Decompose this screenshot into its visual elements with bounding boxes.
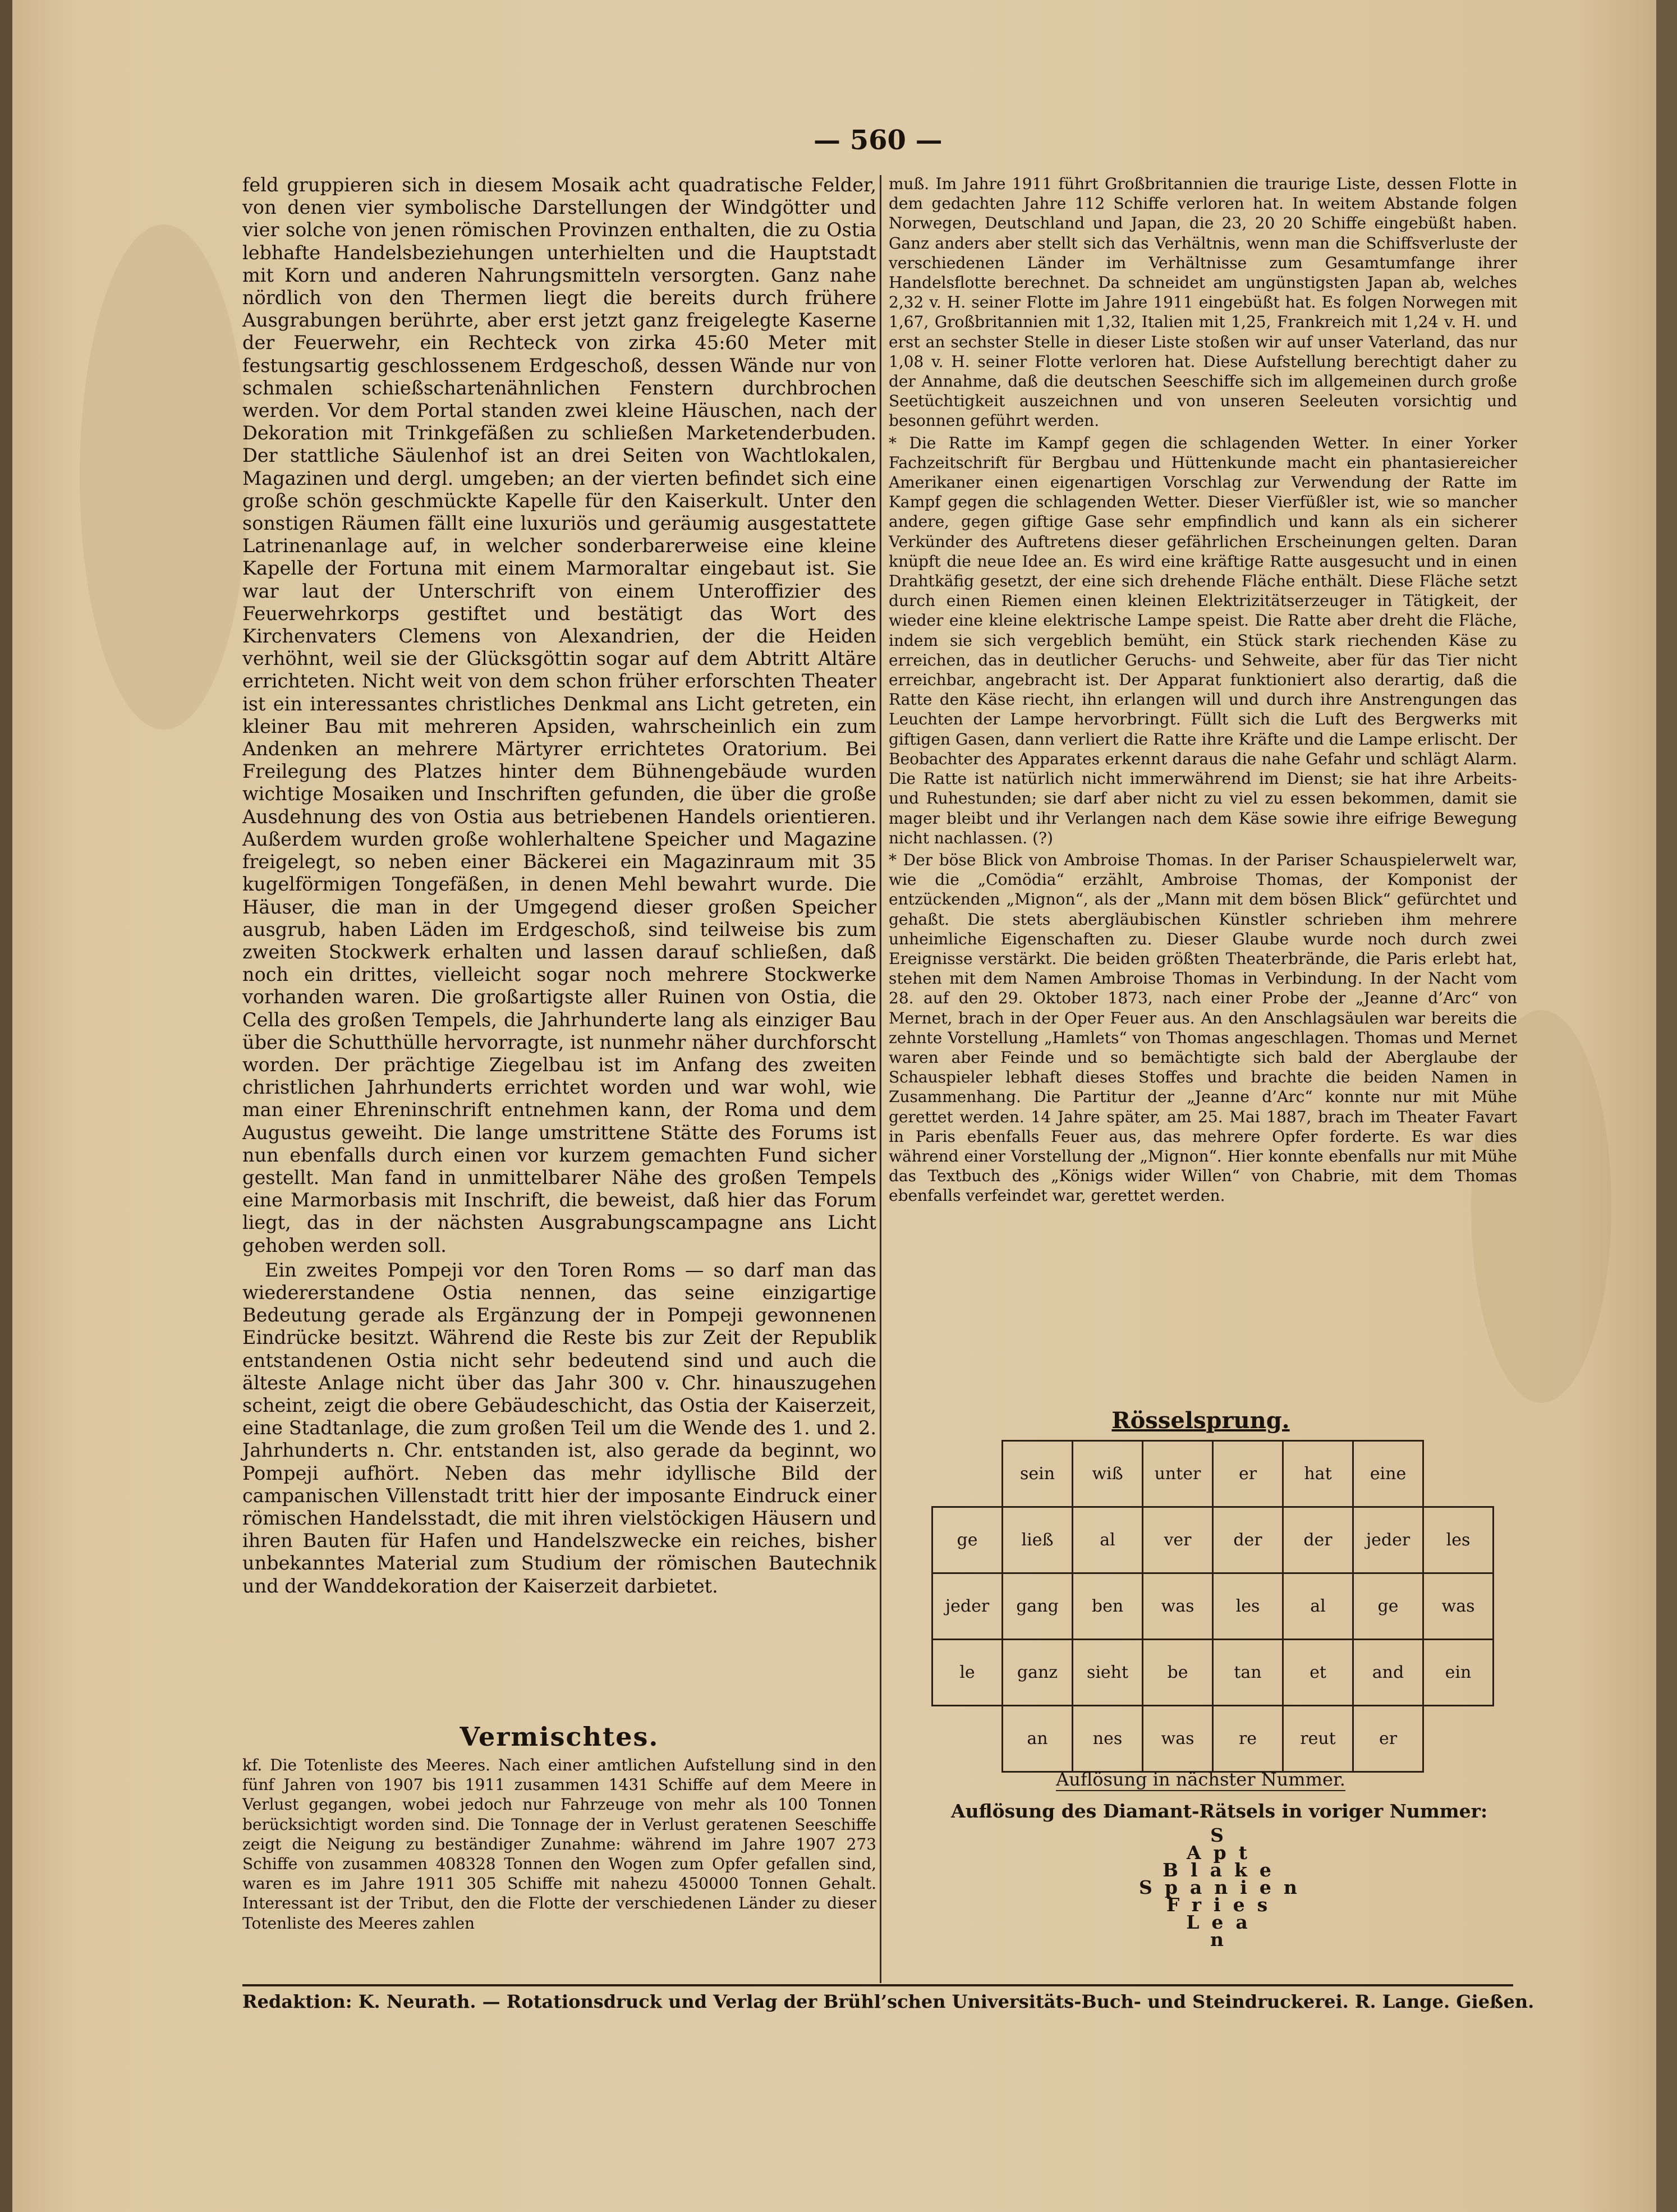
puzzle-caption — [1038, 1769, 1363, 1790]
diamond-line: Apt — [1187, 1842, 1260, 1864]
grid-cell: re — [1213, 1706, 1283, 1772]
grid-cell — [932, 1706, 1003, 1772]
grid-cell: al — [1073, 1507, 1143, 1573]
grid-cell: ben — [1073, 1573, 1143, 1640]
grid-cell: er — [1353, 1706, 1423, 1772]
diamond-line: Lea — [1186, 1911, 1260, 1933]
grid-cell: was — [1423, 1573, 1494, 1640]
grid-cell: et — [1283, 1640, 1353, 1706]
grid-row — [932, 1706, 1494, 1772]
column-divider — [880, 175, 881, 1983]
grid-cell: al — [1283, 1573, 1353, 1640]
grid-cell: unter — [1143, 1441, 1213, 1507]
book-spine-left — [0, 0, 12, 2212]
grid-cell: and — [1353, 1640, 1423, 1706]
solution-title: Auflösung des Diamant-Rätsels in voriger Nummer: — [951, 1800, 1488, 1822]
grid-cell: an — [1003, 1706, 1073, 1772]
diamond-line: Spanien — [1139, 1876, 1310, 1898]
grid-row — [932, 1573, 1494, 1640]
footer-rule — [242, 1984, 1513, 1986]
grid-cell — [1423, 1706, 1494, 1772]
imprint-footer: Redaktion: K. Neurath. — Rotationsdruck und Verlag der Brühl’schen Universitäts-Buch- und Steindruckerei. R. Lange. Gießen. — [242, 1991, 1534, 2012]
right-column — [889, 174, 1517, 1208]
grid-cell: sein — [1003, 1441, 1073, 1507]
grid-row — [932, 1507, 1494, 1573]
grid-cell: der — [1213, 1507, 1283, 1573]
grid-cell: was — [1143, 1573, 1213, 1640]
article-paragraph: * Die Ratte im Kampf gegen die schlagenden Wetter. In einer Yorker Fachzeitschrift für Bergbau und Hüttenkunde macht ein phantasiereicher Amerikaner einen eigenartigen Vorschlag zur Verwendung der Ratte im Kampf gegen die schlagenden Wetter. Dieser Vierfüßler ist, wie so mancher andere, gegen giftige Gase sehr empfindlich und kann als ein sicherer Verkünder des Auftretens dieser gefährlichen Erscheinungen gelten. Daran knüpft die neue Idee an. Es wird eine kräftige Ratte ausgesucht und in einen Drahtkäfig gesetzt, der eine sich drehende Fläche enthält. Diese Fläche setzt durch einen Riemen einen kleinen Elektrizitätserzeuger in Tätigkeit, der wieder eine kleine elektrische Lampe speist. Die Ratte aber dreht die Fläche, indem sie sich vergeblich bemüht, ein Stück stark riechenden Käse zu erreichen, das in deutlicher Geruchs- und Sehweite, aber für das Tier nicht erreichbar, angebracht ist. Der Apparat funktioniert also derartig, daß die Ratte den Käse riecht, ihn erlangen will und durch ihre Anstrengungen das Leuchten der Lampe hervorbringt. Füllt sich die Luft des Bergwerks mit giftigen Gasen, dann verliert die Ratte ihre Kräfte und die Lampe erlischt. Der Beobachter des Apparates erkennt daraus die nahe Gefahr und schlägt Alarm. Die Ratte ist natürlich nicht immerwährend im Dienst; sie hat ihre Arbeits- und Ruhestunden; sie darf aber nicht zu viel zu essen bekommen, damit sie mager bleibt und ihr Verlangen nach dem Käse sowie ihre eifrige Bewegung nicht nachlassen. (?) — [889, 433, 1517, 847]
puzzle-title: Rösselsprung. — [1111, 1407, 1290, 1434]
left-column — [242, 174, 876, 1600]
page-number: — 560 — — [814, 125, 943, 156]
grid-cell: be — [1143, 1640, 1213, 1706]
grid-cell: ganz — [1003, 1640, 1073, 1706]
puzzle-caption-text: Auflösung in nächster Nummer. — [1056, 1769, 1345, 1790]
knight-move-grid — [931, 1440, 1494, 1773]
diamond-solution — [1139, 1824, 1310, 1951]
article-paragraph: muß. Im Jahre 1911 führt Großbritannien die traurige Liste, dessen Flotte in dem gedachten Jahre 112 Schiffe verloren hat. In weitem Abstande folgen Norwegen, Deutschland und Japan, die 23, 20 20 Schiffe eingebüßt haben. Ganz anders aber stellt sich das Verhältnis, wenn man die Schiffsverluste der verschiedenen Länder im Verhältnisse zum Gesamtumfange ihrer Handelsflotte berechnet. Da schneidet am ungünstigsten Japan ab, welches 2,32 v. H. seiner Flotte im Jahre 1911 eingebüßt hat. Es folgen Norwegen mit 1,67, Großbritannien mit 1,32, Italien mit 1,25, Frankreich mit 1,24 v. H. und erst an sechster Stelle in dieser Liste stoßen wir auf unser Vaterland, das nur 1,08 v. H. seiner Flotte verloren hat. Diese Aufstellung berechtigt daher zu der Annahme, daß die deutschen Seeschiffe sich im allgemeinen durch große Seetüchtigkeit auszeichnen und von unseren Seeleuten vorsichtig und besonnen geführt werden. — [889, 175, 1517, 430]
grid-cell: gang — [1003, 1573, 1073, 1640]
grid-cell: sieht — [1073, 1640, 1143, 1706]
article-paragraph: kf. Die Totenliste des Meeres. Nach einer amtlichen Aufstellung sind in den fünf Jahren von 1907 bis 1911 zusammen 1431 Schiffe auf dem Meere in Verlust gegangen, wobei jedoch nur Fahrzeuge von mehr als 100 Tonnen berücksichtigt worden sind. Die Tonnage der in Verlust geratenen Seeschiffe zeigt die Neigung zu beständiger Zunahme: während im Jahre 1907 273 Schiffe von zusammen 408328 Tonnen den Wogen zum Opfer gefallen sind, waren es im Jahre 1911 305 Schiffe mit nahezu 450000 Tonnen Gehalt. Interessant ist der Tribut, den die Flotte der verschiedenen Länder zu dieser Totenliste des Meeres zahlen — [242, 1756, 876, 1933]
grid-row — [932, 1441, 1494, 1507]
diamond-line: Fries — [1166, 1894, 1280, 1916]
grid-cell: tan — [1213, 1640, 1283, 1706]
grid-cell: les — [1423, 1507, 1494, 1573]
grid-cell: er — [1213, 1441, 1283, 1507]
grid-cell: jeder — [1353, 1507, 1423, 1573]
grid-row — [932, 1640, 1494, 1706]
miscellany-column — [242, 1755, 876, 1935]
grid-cell: wiß — [1073, 1441, 1143, 1507]
grid-cell: eine — [1353, 1441, 1423, 1507]
grid-cell: was — [1143, 1706, 1213, 1772]
grid-cell — [932, 1441, 1003, 1507]
grid-cell: ge — [932, 1507, 1003, 1573]
grid-cell: le — [932, 1640, 1003, 1706]
grid-cell: hat — [1283, 1441, 1353, 1507]
diamond-line: n — [1210, 1929, 1236, 1951]
book-spine-right — [1656, 0, 1677, 2212]
section-title: Vermischtes. — [460, 1722, 659, 1752]
article-paragraph: Ein zweites Pompeji vor den Toren Roms — so darf man das wiedererstandene Ostia nennen, das seine einzigartige Bedeutung gerade als Ergänzung der in Pompeji gewonnenen Eindrücke besitzt. Während die Reste bis zur Zeit der Republik entstandenen Ostia nicht sehr bedeutend sind und auch die älteste Anlage nicht über das Jahr 300 v. Chr. hinauszugehen scheint, zeigt die obere Gebäudeschicht, das Ostia der Kaiserzeit, eine Stadtanlage, die zum großen Teil um die Wende des 1. und 2. Jahrhunderts n. Chr. entstanden ist, also gerade da beginnt, wo Pompeji aufhört. Neben das mehr idyllische Bild der campanischen Villenstadt tritt hier der imposante Eindruck einer römischen Handelsstadt, die mit ihren vielstöckigen Häusern und ihren Bauten für Hafen und Handelszwecke ein reiches, bisher unbekanntes Material zum Studium der römischen Bautechnik und der Wanddekoration der Kaiserzeit darbietet. — [242, 1259, 876, 1597]
diamond-line: S — [1210, 1824, 1236, 1846]
diamond-line: Blake — [1163, 1859, 1284, 1881]
grid-cell: reut — [1283, 1706, 1353, 1772]
article-paragraph: feld gruppieren sich in diesem Mosaik acht quadratische Felder, von denen vier symbolische Darstellungen der Windgötter und vier solche von jenen römischen Provinzen enthalten, die zu Ostia lebhafte Handelsbeziehungen unterhielten und die Hauptstadt mit Korn und anderen Nahrungsmitteln versorgten. Ganz nahe nördlich von den Thermen liegt die bereits durch frühere Ausgrabungen berührte, aber erst jetzt ganz freigelegte Kaserne der Feuerwehr, ein Rechteck von zirka 45:60 Meter mit festungsartig geschlossenem Erdgeschoß, dessen Wände nur von schmalen schießschartenähnlichen Fenstern durchbrochen werden. Vor dem Portal standen zwei kleine Häuschen, nach der Dekoration mit Trinkgefäßen zu schließen Marketenderbuden. Der stattliche Säulenhof ist an drei Seiten von Wachtlokalen, Magazinen und dergl. umgeben; an der vierten befindet sich eine große schön geschmückte Kapelle für den Kaiserkult. Unter den sonstigen Räumen fällt eine luxuriös und geräumig ausgestattete Latrinenanlage auf, in welcher sonderbarerweise eine kleine Kapelle der Fortuna mit einem Marmoraltar eingebaut ist. Sie war laut der Unterschrift von einem Unteroffizier des Feuerwehrkorps gestiftet und bestätigt das Wort des Kirchenvaters Clemens von Alexandrien, der die Heiden verhöhnt, weil sie der Glücksgöttin sogar auf dem Abtritt Altäre errichteten. Nicht weit von dem schon früher erforschten Theater ist ein interessantes christliches Denkmal ans Licht getreten, ein kleiner Bau mit mehreren Apsiden, wahrscheinlich ein zum Andenken an mehrere Märtyrer errichtetes Oratorium. Bei Freilegung des Platzes hinter dem Bühnengebäude wurden wichtige Mosaiken und Inschriften gefunden, die über die große Ausdehnung des von Ostia aus betriebenen Handels orientieren. Außerdem wurden große wohlerhaltene Speicher und Magazine freigelegt, so neben einer Bäckerei ein Magazinraum mit 35 kugelförmigen Tongefäßen, in denen Mehl bewahrt wurde. Die Häuser, die man in der Umgegend dieser großen Speicher ausgrub, haben Läden im Erdgeschoß, sind teilweise bis zum zweiten Stockwerk erhalten und lassen darauf schließen, daß noch ein drittes, vielleicht sogar noch mehrere Stockwerke vorhanden waren. Die großartigste aller Ruinen von Ostia, die Cella des großen Tempels, die Jahrhunderte lang als einziger Bau über die Schutthülle hervorragte, ist nunmehr näher durchforscht worden. Der prächtige Ziegelbau ist im Anfang des zweiten christlichen Jahrhunderts errichtet worden und war wohl, wie man einer Ehreninschrift entnehmen kann, der Roma und dem Augustus geweiht. Die lange umstrittene Stätte des Forums ist nun ebenfalls durch einen vor kurzem gemachten Fund sicher gestellt. Man fand in unmittelbarer Nähe des großen Tempels eine Marmorbasis mit Inschrift, die beweist, daß hier das Forum liegt, das in der nächsten Ausgrabungscampagne ans Licht gehoben werden soll. — [242, 174, 876, 1256]
grid-cell: nes — [1073, 1706, 1143, 1772]
grid-cell: ließ — [1003, 1507, 1073, 1573]
paper-stain — [80, 224, 248, 729]
grid-cell: les — [1213, 1573, 1283, 1640]
article-paragraph: * Der böse Blick von Ambroise Thomas. In der Pariser Schauspielerwelt war, wie die „Comödia“ erzählt, Ambroise Thomas, der Komponist der entzückenden „Mignon“, als der „Mann mit dem bösen Blick“ gefürchtet und gehaßt. Die stets abergläubischen Künstler schrieben ihm mehrere unheimliche Eigenschaften zu. Dieser Glaube wurde noch durch zwei Ereignisse verstärkt. Die beiden größten Theaterbrände, die Paris erlebt hat, stehen mit dem Namen Ambroise Thomas in Verbindung. In der Nacht vom 28. auf den 29. Oktober 1873, nach einer Probe der „Jeanne d’Arc“ von Mernet, brach in der Oper Feuer aus. An den Anschlagsäulen war bereits die zehnte Vorstellung „Hamlets“ von Thomas angeschlagen. Thomas und Mernet waren aber Feinde und so bemächtigte sich bald der Aberglaube der Schauspieler lebhaft dieses Stoffes und brachte die beiden Namen in Zusammenhang. Die Partitur der „Jeanne d’Arc“ konnte nur mit Mühe gerettet werden. 14 Jahre später, am 25. Mai 1887, brach im Theater Favart in Paris ebenfalls Feuer aus, das mehrere Opfer forderte. Es war dies während einer Vorstellung der „Mignon“. Hier konnte ebenfalls nur mit Mühe das Textbuch des „Königs wider Willen“ von Chabrie, mit dem Thomas ebenfalls verfeindet war, gerettet werden. — [889, 850, 1517, 1205]
grid-cell: ver — [1143, 1507, 1213, 1573]
grid-cell — [1423, 1441, 1494, 1507]
grid-cell: jeder — [932, 1573, 1003, 1640]
grid-cell: der — [1283, 1507, 1353, 1573]
grid-cell: ge — [1353, 1573, 1423, 1640]
grid-cell: ein — [1423, 1640, 1494, 1706]
